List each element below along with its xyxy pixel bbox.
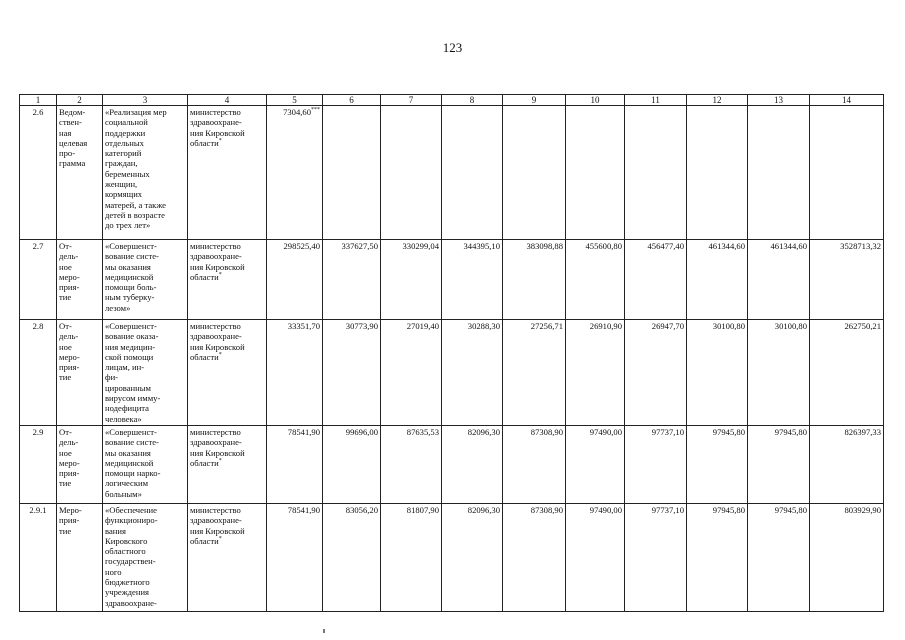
value-cell	[267, 240, 323, 320]
row-name	[103, 106, 188, 240]
value-cell-text: 27019,40	[406, 321, 439, 331]
value-cell	[442, 320, 503, 426]
value-cell-text: 97945,80	[712, 426, 745, 437]
row-number-text: 2.9.1	[29, 504, 47, 515]
value-cell-text: 33351,70	[287, 321, 320, 331]
value-cell	[810, 240, 884, 320]
row-number	[20, 106, 57, 240]
value-cell	[503, 106, 566, 240]
row-type	[57, 106, 103, 240]
row-type	[57, 425, 103, 503]
value-cell	[442, 503, 503, 611]
row-name	[103, 240, 188, 320]
value-cell	[267, 503, 323, 611]
row-type	[57, 320, 103, 426]
value-cell	[381, 320, 442, 426]
value-cell	[566, 503, 625, 611]
table-row	[20, 106, 884, 240]
value-cell-text: 456477,40	[647, 241, 684, 251]
row-executor	[188, 106, 267, 240]
column-header: 9	[503, 95, 566, 106]
value-cell-text: 3528713,32	[840, 241, 881, 251]
row-number	[20, 320, 57, 426]
footnote-mark: *	[218, 352, 222, 359]
value-cell-text: 826397,33	[844, 426, 881, 437]
value-cell-text: 26910,90	[589, 321, 622, 331]
value-cell	[687, 425, 748, 503]
value-cell	[748, 425, 810, 503]
value-cell	[267, 425, 323, 503]
row-number-text: 2.9	[32, 426, 44, 437]
page-number: 123	[442, 40, 463, 55]
value-cell	[442, 240, 503, 320]
value-cell	[625, 106, 687, 240]
value-cell-text: 30100,80	[712, 321, 745, 331]
value-cell	[566, 106, 625, 240]
value-cell	[323, 240, 381, 320]
value-cell-text: 78541,90	[287, 504, 320, 515]
table-row	[20, 320, 884, 426]
value-cell-text: 97945,80	[774, 426, 807, 437]
value-cell-text: 455600,80	[585, 241, 622, 251]
row-name-text: «Реализация мер социальной поддержки отдельных категорий граждан, беременных женщин, кормящих матерей, а также детей в возрасте до трех лет»	[105, 107, 167, 231]
budget-table	[19, 94, 884, 612]
row-name-text: «Обеспечение функциониро- вания Кировского областного государствен- ного бюджетного учреждения здравоохране-	[105, 504, 158, 608]
value-cell	[810, 106, 884, 240]
row-name-text: «Совершенст- вование систе- мы оказания медицинской помощи боль- ным туберку- лезом»	[105, 241, 159, 313]
value-cell	[323, 320, 381, 426]
row-executor	[188, 240, 267, 320]
value-cell	[687, 106, 748, 240]
value-cell	[810, 503, 884, 611]
value-cell	[381, 106, 442, 240]
table-row	[20, 425, 884, 503]
row-type-text: Ведом- ствен- ная целевая про- грамма	[59, 107, 88, 169]
value-cell	[267, 106, 323, 240]
value-cell	[381, 425, 442, 503]
value-cell-text: 461344,60	[708, 241, 745, 251]
row-executor-text: министерство здравоохране- ния Кировской области	[190, 321, 245, 362]
column-header: 7	[381, 95, 442, 106]
value-cell-text: 330299,04	[402, 241, 439, 251]
value-cell-text: 81807,90	[406, 504, 439, 515]
column-header: 1	[20, 95, 57, 106]
footnote-mark: *	[218, 536, 222, 542]
value-cell-text: 97737,10	[651, 504, 684, 515]
value-cell-text: 30773,90	[345, 321, 378, 331]
value-cell-text: 344395,10	[463, 241, 500, 251]
value-cell-text: 99696,00	[345, 426, 378, 437]
row-executor-text: министерство здравоохране- ния Кировской области	[190, 504, 245, 546]
row-name-text: «Совершенст- вование систе- мы оказания медицинской помощи нарко- логическим больным»	[105, 426, 161, 499]
row-type-text: От- дель- ное меро- прия- тие	[59, 241, 80, 303]
column-header: 14	[810, 95, 884, 106]
value-cell-text: 97945,80	[774, 504, 807, 515]
row-type	[57, 240, 103, 320]
column-header: 4	[188, 95, 267, 106]
row-type-text: Меро- прия- тие	[59, 504, 82, 536]
row-number	[20, 425, 57, 503]
row-number-text: 2.8	[32, 321, 44, 331]
value-cell	[687, 240, 748, 320]
value-cell-text: 30100,80	[774, 321, 807, 331]
row-executor-text: министерство здравоохране- ния Кировской области	[190, 107, 245, 148]
row-number	[20, 240, 57, 320]
row-name	[103, 320, 188, 426]
row-name	[103, 425, 188, 503]
value-cell	[503, 240, 566, 320]
value-cell-text: 298525,40	[283, 241, 320, 251]
value-cell	[810, 320, 884, 426]
column-header: 5	[267, 95, 323, 106]
value-cell-text: 383098,88	[526, 241, 563, 251]
value-cell-text: 82096,30	[467, 504, 500, 515]
value-cell-text: 78541,90	[287, 426, 320, 437]
value-cell	[503, 503, 566, 611]
column-header: 12	[687, 95, 748, 106]
value-cell-text: 27256,71	[530, 321, 563, 331]
value-cell-text: 461344,60	[770, 241, 807, 251]
column-header: 10	[566, 95, 625, 106]
value-cell-text: 30288,30	[467, 321, 500, 331]
value-cell	[323, 425, 381, 503]
value-cell	[748, 240, 810, 320]
row-number-text: 2.6	[32, 107, 44, 117]
value-cell-text: 337627,50	[341, 241, 378, 251]
value-cell	[267, 320, 323, 426]
value-cell-text: 262750,21	[844, 321, 881, 331]
column-header: 2	[57, 95, 103, 106]
value-cell	[625, 425, 687, 503]
column-header: 3	[103, 95, 188, 106]
row-type-text: От- дель- ное меро- прия- тие	[59, 321, 80, 383]
footnote-mark: ***	[311, 107, 320, 114]
value-cell	[323, 106, 381, 240]
column-header: 13	[748, 95, 810, 106]
value-cell	[687, 503, 748, 611]
value-cell-text: 97490,00	[589, 504, 622, 515]
value-cell	[748, 503, 810, 611]
value-cell-text: 97945,80	[712, 504, 745, 515]
value-cell	[381, 503, 442, 611]
column-header: 11	[625, 95, 687, 106]
value-cell-text: 26947,70	[651, 321, 684, 331]
value-cell	[748, 320, 810, 426]
row-type-text: От- дель- ное меро- прия- тие	[59, 426, 80, 489]
row-executor	[188, 503, 267, 611]
value-cell-text: 83056,20	[345, 504, 378, 515]
value-cell	[442, 106, 503, 240]
value-cell	[748, 106, 810, 240]
value-cell-text: 7304,60	[283, 107, 311, 117]
footnote-mark: *	[218, 458, 222, 464]
row-number	[20, 503, 57, 611]
row-number-text: 2.7	[32, 241, 44, 251]
table-row	[20, 503, 884, 611]
footnote-mark: *	[218, 272, 222, 279]
value-cell	[566, 425, 625, 503]
value-cell-text: 87308,90	[530, 426, 563, 437]
value-cell	[381, 240, 442, 320]
value-cell-text: 87635,53	[406, 426, 439, 437]
column-number-header	[20, 95, 884, 106]
value-cell	[625, 320, 687, 426]
table-row	[20, 240, 884, 320]
value-cell-text: 97737,10	[651, 426, 684, 437]
row-executor	[188, 425, 267, 503]
value-cell	[566, 320, 625, 426]
value-cell-text: 803929,90	[844, 504, 881, 515]
value-cell-text: 87308,90	[530, 504, 563, 515]
table-body	[20, 106, 884, 612]
value-cell	[625, 240, 687, 320]
row-executor	[188, 320, 267, 426]
value-cell	[442, 425, 503, 503]
scan-speck	[323, 629, 325, 633]
footnote-mark: *	[218, 138, 222, 145]
value-cell	[625, 503, 687, 611]
value-cell	[566, 240, 625, 320]
row-name	[103, 503, 188, 611]
value-cell-text: 82096,30	[467, 426, 500, 437]
column-header: 8	[442, 95, 503, 106]
value-cell	[687, 320, 748, 426]
column-header: 6	[323, 95, 381, 106]
value-cell	[503, 320, 566, 426]
row-executor-text: министерство здравоохране- ния Кировской области	[190, 426, 245, 468]
value-cell	[810, 425, 884, 503]
value-cell	[503, 425, 566, 503]
row-executor-text: министерство здравоохране- ния Кировской области	[190, 241, 245, 282]
value-cell-text: 97490,00	[589, 426, 622, 437]
row-name-text: «Совершенст- вование оказа- ния медицин- ской помощи лицам, ин- фи- цированным вирусом имму- нодефицита человека»	[105, 321, 161, 424]
row-type	[57, 503, 103, 611]
value-cell	[323, 503, 381, 611]
